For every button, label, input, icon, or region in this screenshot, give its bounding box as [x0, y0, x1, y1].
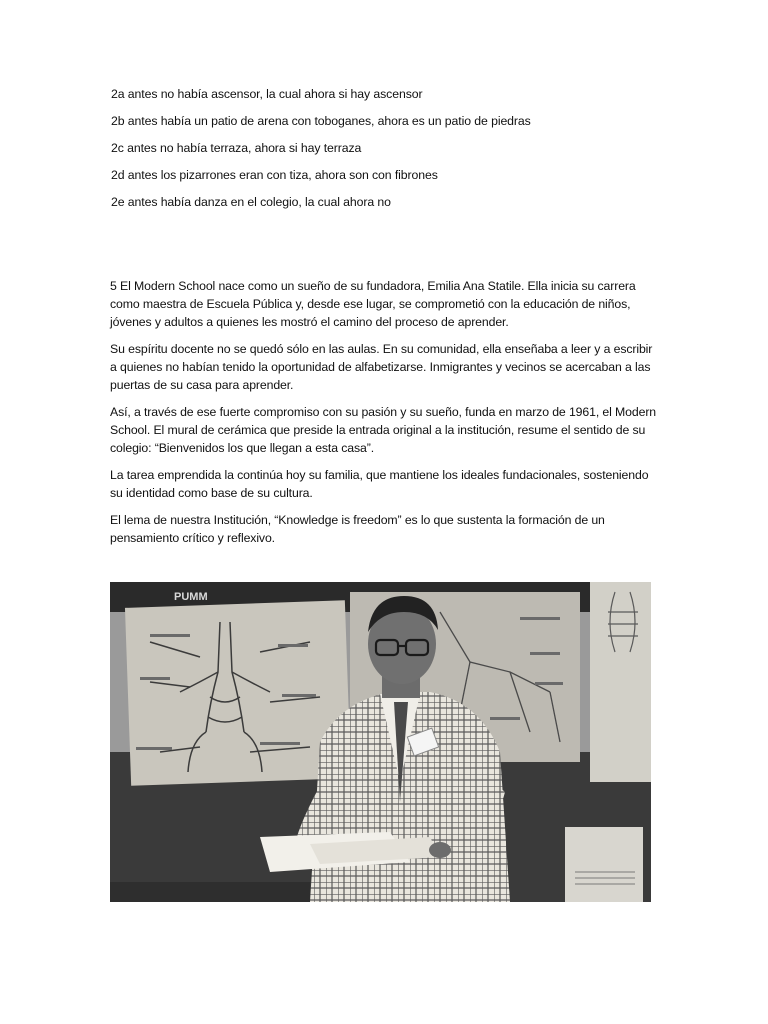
- history-paragraph-3: Así, a través de ese fuerte compromiso con su pasión y su sueño, funda en marzo de 1961, el Modern School. El mural de cerámica que preside la entrada original a la institución, resume el sentido de su colegio: “Bienvenidos los que llegan a esta casa”.: [110, 405, 657, 455]
- history-paragraph-4: La tarea emprendida la continúa hoy su familia, que mantiene los ideales fundacionales, sosteniendo su identidad como base de su cultura.: [110, 468, 649, 500]
- comparison-item-2b: 2b antes había un patio de arena con toboganes, ahora es un patio de piedras: [111, 114, 531, 128]
- history-paragraph-1: 5 El Modern School nace como un sueño de su fundadora, Emilia Ana Statile. Ella inicia su carrera como maestra de Escuela Pública y, desde ese lugar, se comprometió con la educación de niños, jóvenes y adultos a quienes les mostró el camino del proceso de aprender.: [110, 279, 636, 329]
- comparison-item-2d: 2d antes los pizarrones eran con tiza, ahora son con fibrones: [111, 168, 438, 182]
- history-paragraph-5: El lema de nuestra Institución, “Knowledge is freedom” es lo que sustenta la formación de un pensamiento crítico y reflexivo.: [110, 513, 605, 545]
- comparison-item-2c: 2c antes no había terraza, ahora si hay terraza: [111, 141, 362, 155]
- board-heading: PUMM: [174, 591, 208, 603]
- history-paragraph-2: Su espíritu docente no se quedó sólo en las aulas. En su comunidad, ella enseñaba a leer y a escribir a quienes no habían tenido la oportunidad de alfabetizarse. Inmigrantes y vecinos se acercaban a las puertas de su casa para aprender.: [110, 342, 653, 392]
- comparison-item-2a: 2a antes no había ascensor, la cual ahora si hay ascensor: [111, 87, 423, 101]
- comparison-list: [111, 86, 671, 221]
- lecturer-photo: [110, 582, 651, 902]
- comparison-item-2e: 2e antes había danza en el colegio, la cual ahora no: [111, 195, 391, 209]
- school-history: [110, 277, 658, 556]
